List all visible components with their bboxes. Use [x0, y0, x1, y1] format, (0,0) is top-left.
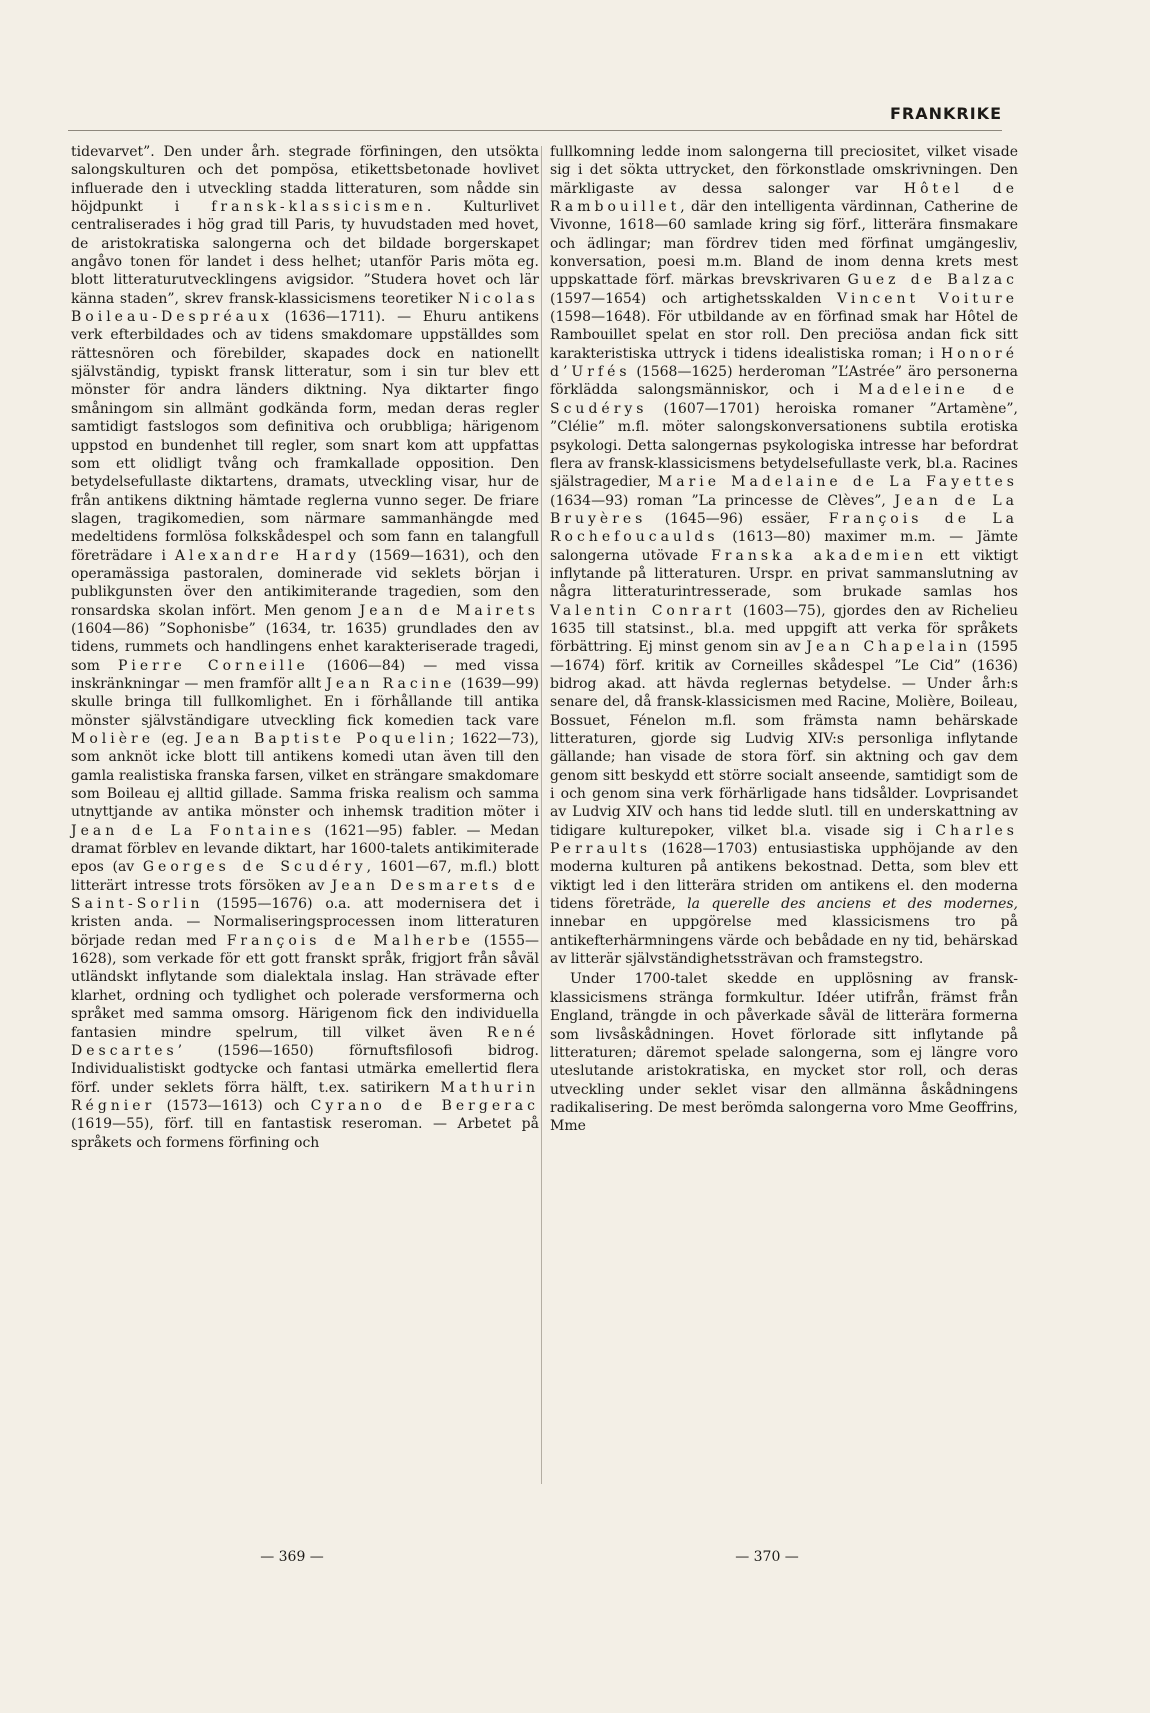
spaced-name: René Descartes — [71, 1024, 539, 1059]
column-divider — [541, 146, 542, 1484]
spaced-name: Valentin Conrart — [550, 602, 736, 619]
left-paragraph-1 — [71, 143, 539, 1152]
spaced-name: François de Malherbe — [226, 932, 474, 949]
spaced-name: Molière — [71, 731, 154, 747]
running-head-title: FRANKRIKE — [889, 104, 1002, 123]
spaced-name: Jean Desmarets de Saint-Sorlin — [71, 877, 539, 913]
header-rule — [68, 130, 1002, 131]
spaced-name: Alexandre Hardy — [174, 547, 361, 564]
text-run: (1595—1676) o.a. att modernisera det i kristen anda. — Normaliseringsprocessen inom litteraturen började redan med — [71, 896, 539, 949]
text-run: (1621—95) fabler. — Medan dramat förblev en levande diktart, har 1600-talets antikimiterade epos (av — [71, 822, 539, 876]
text-run: (1613—80) maximer m.m. — Jämte salongerna utövade — [550, 529, 1018, 564]
spaced-name: Georges de Scudéry — [142, 859, 367, 876]
page-number-right: — 370 — — [735, 1549, 799, 1565]
spaced-name: Jean Racine — [326, 675, 456, 692]
text-run: (1619—55), förf. till en fantastisk reseroman. — Arbetet på språkets och formens förfining och — [71, 1116, 539, 1151]
left-column — [71, 143, 539, 1152]
text-run: (1639—99) skulle bringa till fullkomlighet. En i förhållande till antika mönster självständigare utveckling fick komedien tack vare — [71, 675, 539, 729]
text-run: (1603—75), gjordes den av Richelieu 1635 till statsinst., bl.a. med uppgift att verka för språkets förbättring. Ej minst genom sin av — [550, 602, 1018, 656]
spaced-name: François de La Rochefoucaulds — [550, 510, 1018, 546]
text-run: (1555—1628), som verkade för ett gott franskt språk, frigjort från såväl utländskt inflytande som dialektala inslag. Han strävade efter klarhet, ordning och tydlighet och polerade versformerna och språket med samma omsorg. Härigenom fick den individuella fantasien mindre spelrum, till vilket även — [71, 932, 539, 1041]
spaced-name: Pierre Corneille — [117, 657, 309, 674]
text-run: (1634—93) roman ”La princesse de Clèves”, — [550, 492, 895, 509]
text-run: , 1601—67, m.fl.) blott litterärt intresse trots försöken av — [71, 859, 539, 894]
text-run: ; 1622—73), som anknöt icke blott till antikens komedi utan även till den gamla realistiska franska farsen, vilket en strängare smakdomare som Boileau ej alltid gillade. Samma friska realism och samma utnyttjande av antika mönster och inhemsk tradition möter i — [71, 731, 539, 821]
spaced-name: fransk-klassicismen — [211, 199, 427, 216]
spaced-name: Guez de Balzac — [847, 272, 1018, 289]
spaced-name: Hôtel de Rambouillet — [550, 180, 1018, 216]
spaced-name: Jean de Mairets — [359, 602, 539, 619]
right-column — [550, 143, 1018, 1136]
text-run: (1573—1613) och — [155, 1097, 311, 1114]
spaced-name: Mathurin Régnier — [71, 1079, 539, 1114]
spaced-name: Cyrano de Bergerac — [310, 1097, 539, 1114]
text-run: innebar en uppgörelse med klassicismens tro på antikefterhärmningens värde och bebådade en ny tid, behärskad av litterär självständighetssträvan och framstegstro. — [550, 914, 1018, 968]
spaced-name: Jean Chapelain — [806, 639, 972, 656]
text-run: (1597—1654) och artighetsskalden — [550, 290, 837, 307]
page-number-left: — 369 — — [260, 1549, 324, 1565]
spaced-name: Charles Perraults — [550, 822, 1018, 858]
italic-phrase: la querelle des anciens et des modernes, — [687, 896, 1018, 913]
text-run: ett viktigt inflytande på litteraturen. Urspr. en privat sammanslutning av några litteraturintresserade, som brukade samlas hos — [550, 547, 1019, 601]
text-run: (eg. — [153, 731, 196, 747]
text-run: (1568—1625) herderoman ”L’Astrée” äro personerna förklädda salongsmänniskor, och i — [550, 364, 1018, 399]
text-run: (1636—1711). — Ehuru antikens verk efterbildades och av tidens smakdomare uppställdes som rättesnören och förebilder, skapades dock en nationellt självständig, typiskt fransk litteratur, som i sin tur blev ett mönster för andra länders diktning. Nya diktarter fingo småningom sin allmänt godkända form, medan deras regler samtidigt fastslogos som definitiva och orubbliga; härigenom uppstod en bundenhet till regler, som snart kom att uppfattas som ett olidligt tvång och framkallade opposition. Den betydelsefullaste diktartens, dramats, utveckling visar, hur de från antikens diktning hämtade reglerna vunno seger. De friare slagen, tragikomedien, som närmare sammanhängde med medeltidens formlösa folkskådespel och som fann en talangfull företrädare i — [71, 309, 539, 564]
spaced-name: Franska akademien — [711, 547, 928, 564]
text-run: (1569—1631), och den operamässiga pastoralen, dominerade vid seklets början i publikgunsten över den antikimiterande tragedien, som den ronsardska skolan infört. Men genom — [71, 547, 539, 619]
text-run: . Kulturlivet centraliserades i hög grad till Paris, ty huvudstaden med hovet, de aristokratiska salongerna och det bildade borgerskapet angåvo tonen för landet i dess helhet; utanför Paris möta eg. blott litteraturutvecklingens avigsidor. ”Studera hovet och lär känna staden”, skrev fransk-klassicismens teoretiker — [71, 199, 540, 307]
text-run: (1606—84) — med vissa inskränkningar — men framför allt — [71, 657, 540, 692]
text-run: (1598—1648). För utbildande av en förfinad smak har Hôtel de Rambouillet spelat en stor roll. Den preciösa andan fick sitt karakteristiska uttryck i tidens idealistiska roman; i — [550, 309, 1018, 362]
text-run: ’ (1596—1650) förnuftsfilosofi bidrog. Individualistiskt godtycke och fantasi utmärka emellertid flera förf. under seklets förra hälft, t.ex. satirikern — [71, 1042, 539, 1096]
text-run: (1595—1674) förf. kritik av Corneilles skådespel ”Le Cid” (1636) bidrog akad. att hävda reglernas betydelse. — Under årh:s senare del, då fransk-klassicismen med Racine, Molière, Boileau, Bossuet, Fénelon m.fl. som främsta namn behärskade litteraturen, gjorde sig Ludvig XIV:s personliga inflytande gällande; han visade de stora förf. sin aktning och gav dem genom sitt beskydd ett större socialt anseende, samtidigt som de i och genom sina verk förhärligade hans tidsålder. Lovprisandet av Ludvig XIV och hans tid ledde slutl. till en underskattning av tidigare kulturepoker, vilket bl.a. visade sig i — [550, 639, 1018, 839]
text-run: (1604—86) ”Sophonisbe” (1634, tr. 1635) grundlades den av tidens, rummets och handlingens enhet karakteriserade tragedi, som — [71, 620, 539, 674]
right-paragraph-2 — [550, 970, 1018, 1135]
text-run: , där den intelligenta värdinnan, Catherine de Vivonne, 1618—60 samlade kring sig förf., litterära finsmakare och ädlingar; man fördrev tiden med förfinat umgängesliv, konversation, poesi m.m. Bland de inom denna krets mest uppskattade förf. märkas brevskrivaren — [550, 199, 1018, 289]
text-run: (1607—1701) heroiska romaner ”Artamène”, ”Clélie” m.fl. möter salongskonversationens subtila erotiska psykologi. Detta salongernas psykologiska intresse har befordrat flera av fransk-klassicismens betydelsefullaste verk, bl.a. Racines själstragedier, — [550, 400, 1018, 491]
spaced-name: Jean de La Bruyères — [550, 492, 1019, 527]
spaced-name: Nicolas Boileau-Despréaux — [71, 290, 539, 326]
spaced-name: Madeleine de Scudérys — [550, 382, 1018, 417]
text-run: Under 1700-talet skedde en upplösning av fransk-klassicismens stränga formkultur. Idéer utifrån, främst från England, trängde in och påverkade såväl de litterära formerna som livsåskådningen. Hovet förlorade sitt inflytande på litteraturen; däremot spelade salongerna, som ej längre voro uteslutande aristokratiska, en mycket stor roll, och deras utveckling under seklet visar den allmänna åskådningens radikalisering. De mest berömda salongerna voro Mme Geoffrins, Mme — [550, 971, 1018, 1135]
text-run: fullkomning ledde inom salongerna till preciositet, vilket visade sig i det sökta uttrycket, den förkonstlade omskrivningen. Den märkligaste av dessa salonger var — [550, 144, 1018, 197]
spaced-name: Jean de La Fontaines — [71, 822, 315, 839]
text-run: (1645—96) essäer, — [646, 510, 829, 527]
text-run: tidevarvet”. Den under årh. stegrade förfiningen, den utsökta salongskulturen och det pompösa, etikettsbetonade hovlivet influerade den i utveckling stadda litteraturen, som nådde sin höjdpunkt i — [71, 144, 539, 216]
text-run: (1628—1703) entusiastiska upphöjande av den moderna kulturen på antikens bekostnad. Detta, som blev ett viktigt led i den litterära striden om antikens el. den moderna tidens företräde, — [550, 841, 1018, 913]
right-paragraph-1 — [550, 143, 1018, 968]
spaced-name: Jean Baptiste Poquelin — [195, 731, 450, 747]
spaced-name: Marie Madelaine de La Fayettes — [657, 474, 1018, 491]
spaced-name: Vincent Voiture — [837, 290, 1018, 307]
spaced-name: Honoré d’Urfés — [550, 345, 1018, 381]
